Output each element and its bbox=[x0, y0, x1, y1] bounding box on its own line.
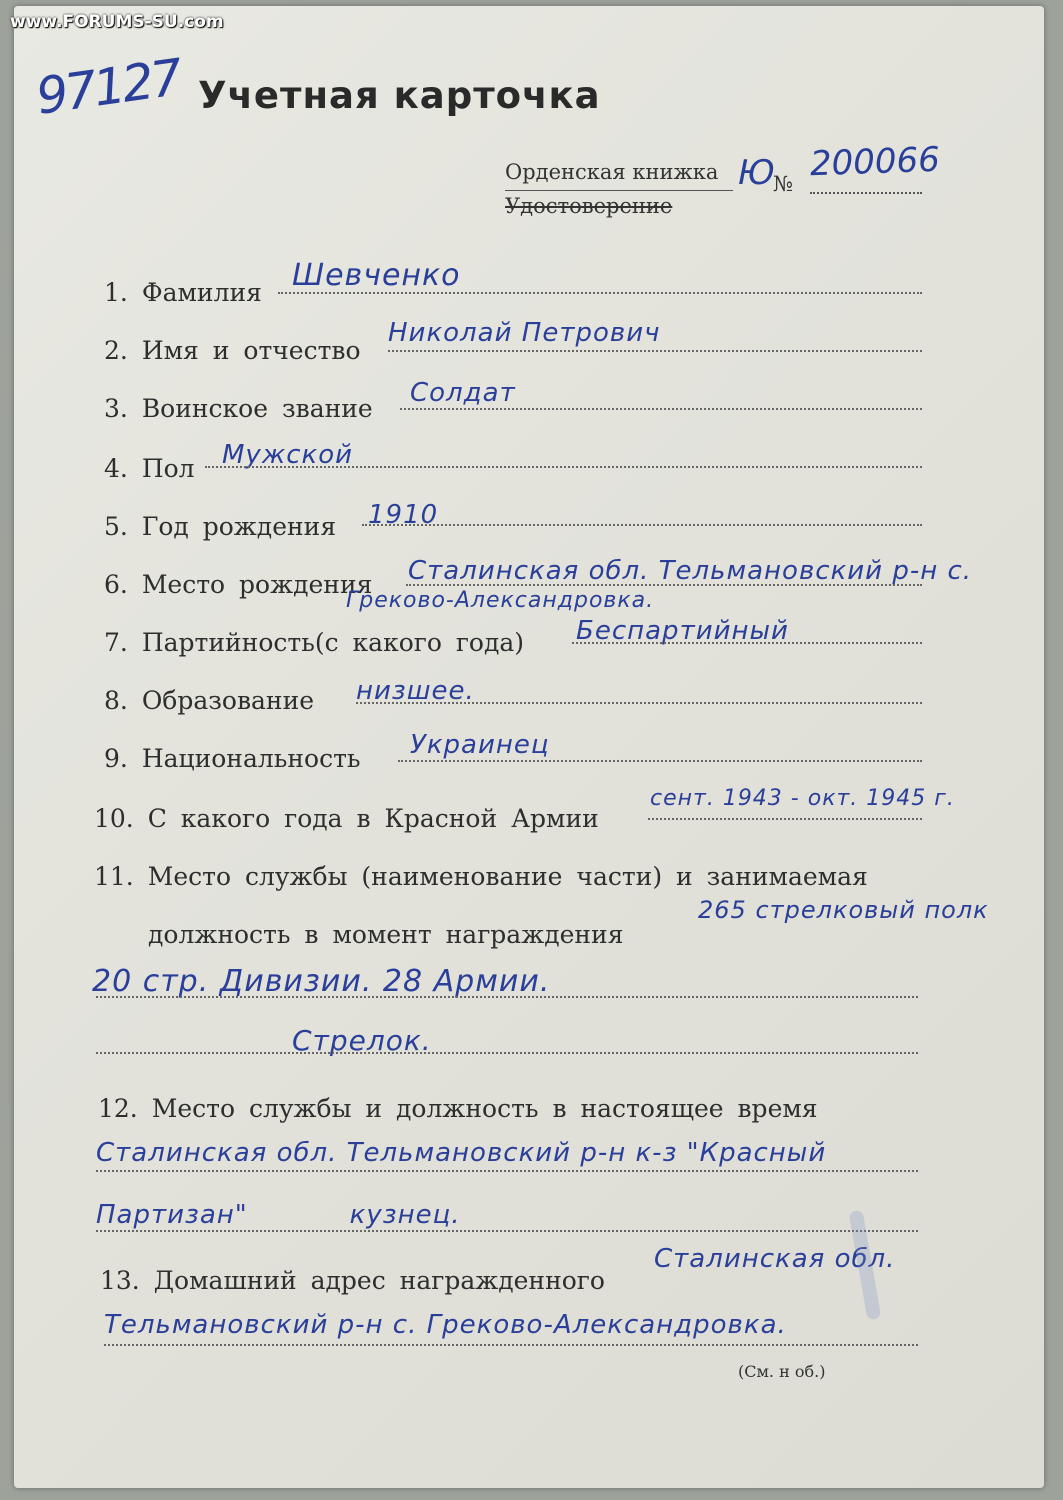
field-6-line bbox=[406, 584, 922, 586]
watermark: www.FORUMS-SU.com bbox=[10, 12, 224, 32]
field-9-value: Украинец bbox=[410, 730, 550, 760]
certificate-number: 200066 bbox=[809, 139, 941, 185]
field-12-value: Сталинская обл. Тельмановский р-н к-з "Красный bbox=[96, 1138, 827, 1168]
page-title: Учетная карточка bbox=[198, 74, 601, 117]
field-3-value: Солдат bbox=[410, 378, 516, 408]
number-sign: № bbox=[773, 172, 793, 196]
field-8-value: низшее. bbox=[356, 676, 475, 706]
field-1-line bbox=[278, 292, 922, 294]
field-9-label: 9. Национальность bbox=[104, 744, 361, 773]
field-11-value-line2: 20 стр. Дивизии. 28 Армии. bbox=[92, 964, 551, 999]
field-4-line bbox=[205, 466, 922, 468]
field-7-value: Беспартийный bbox=[576, 616, 789, 646]
field-12-line bbox=[96, 1170, 918, 1172]
archive-number: 97127 bbox=[32, 48, 184, 126]
field-4-value: Мужской bbox=[222, 440, 354, 470]
field-9-line bbox=[398, 760, 922, 762]
field-12-value-line2: Партизан" кузнец. bbox=[96, 1200, 461, 1230]
field-5-value: 1910 bbox=[368, 500, 439, 530]
field-11-label-line2: должность в момент награждения bbox=[148, 920, 624, 949]
field-7-line bbox=[572, 642, 922, 644]
field-1-value: Шевченко bbox=[292, 258, 461, 293]
field-13-line2 bbox=[104, 1344, 918, 1346]
field-7-label: 7. Партийность(с какого года) bbox=[104, 628, 525, 657]
field-10-line bbox=[648, 818, 922, 820]
certificate-label-struck: Удостоверение bbox=[505, 194, 673, 218]
field-10-label: 10. С какого года в Красной Армии bbox=[94, 804, 599, 833]
field-10-value: сент. 1943 - окт. 1945 г. bbox=[650, 786, 955, 811]
field-2-label: 2. Имя и отчество bbox=[104, 336, 361, 365]
field-13-label: 13. Домашний адрес награжденного bbox=[100, 1266, 605, 1295]
footnote: (См. н об.) bbox=[738, 1362, 826, 1381]
field-12-label: 12. Место службы и должность в настоящее время bbox=[98, 1094, 818, 1123]
field-6-value-line2: Греково-Александровка. bbox=[346, 588, 655, 613]
field-13-value: Сталинская обл. bbox=[654, 1244, 896, 1274]
field-3-line bbox=[400, 408, 922, 410]
field-8-line bbox=[356, 702, 922, 704]
field-11-line2 bbox=[96, 996, 918, 998]
field-8-label: 8. Образование bbox=[104, 686, 315, 715]
order-book-label: Орденская книжка bbox=[505, 160, 718, 184]
field-11-value-line3: Стрелок. bbox=[292, 1024, 432, 1057]
field-1-label: 1. Фамилия bbox=[104, 278, 262, 307]
field-11-value: 265 стрелковый полк bbox=[698, 896, 989, 924]
field-11-line3 bbox=[96, 1052, 918, 1054]
field-5-label: 5. Год рождения bbox=[104, 512, 337, 541]
field-11-label: 11. Место службы (наименование части) и занимаемая bbox=[94, 862, 868, 891]
field-12-line2 bbox=[96, 1230, 918, 1232]
field-5-line bbox=[362, 524, 922, 526]
field-4-label: 4. Пол bbox=[104, 454, 195, 483]
field-6-value: Сталинская обл. Тельмановский р-н с. bbox=[408, 556, 973, 586]
certificate-number-line bbox=[810, 192, 922, 194]
field-2-line bbox=[388, 350, 922, 352]
field-3-label: 3. Воинское звание bbox=[104, 394, 373, 423]
field-13-value-line2: Тельмановский р-н с. Греково-Александровка. bbox=[104, 1310, 787, 1340]
series-value: Ю bbox=[738, 153, 775, 193]
field-2-value: Николай Петрович bbox=[388, 318, 661, 348]
field-6-label: 6. Место рождения bbox=[104, 570, 373, 599]
